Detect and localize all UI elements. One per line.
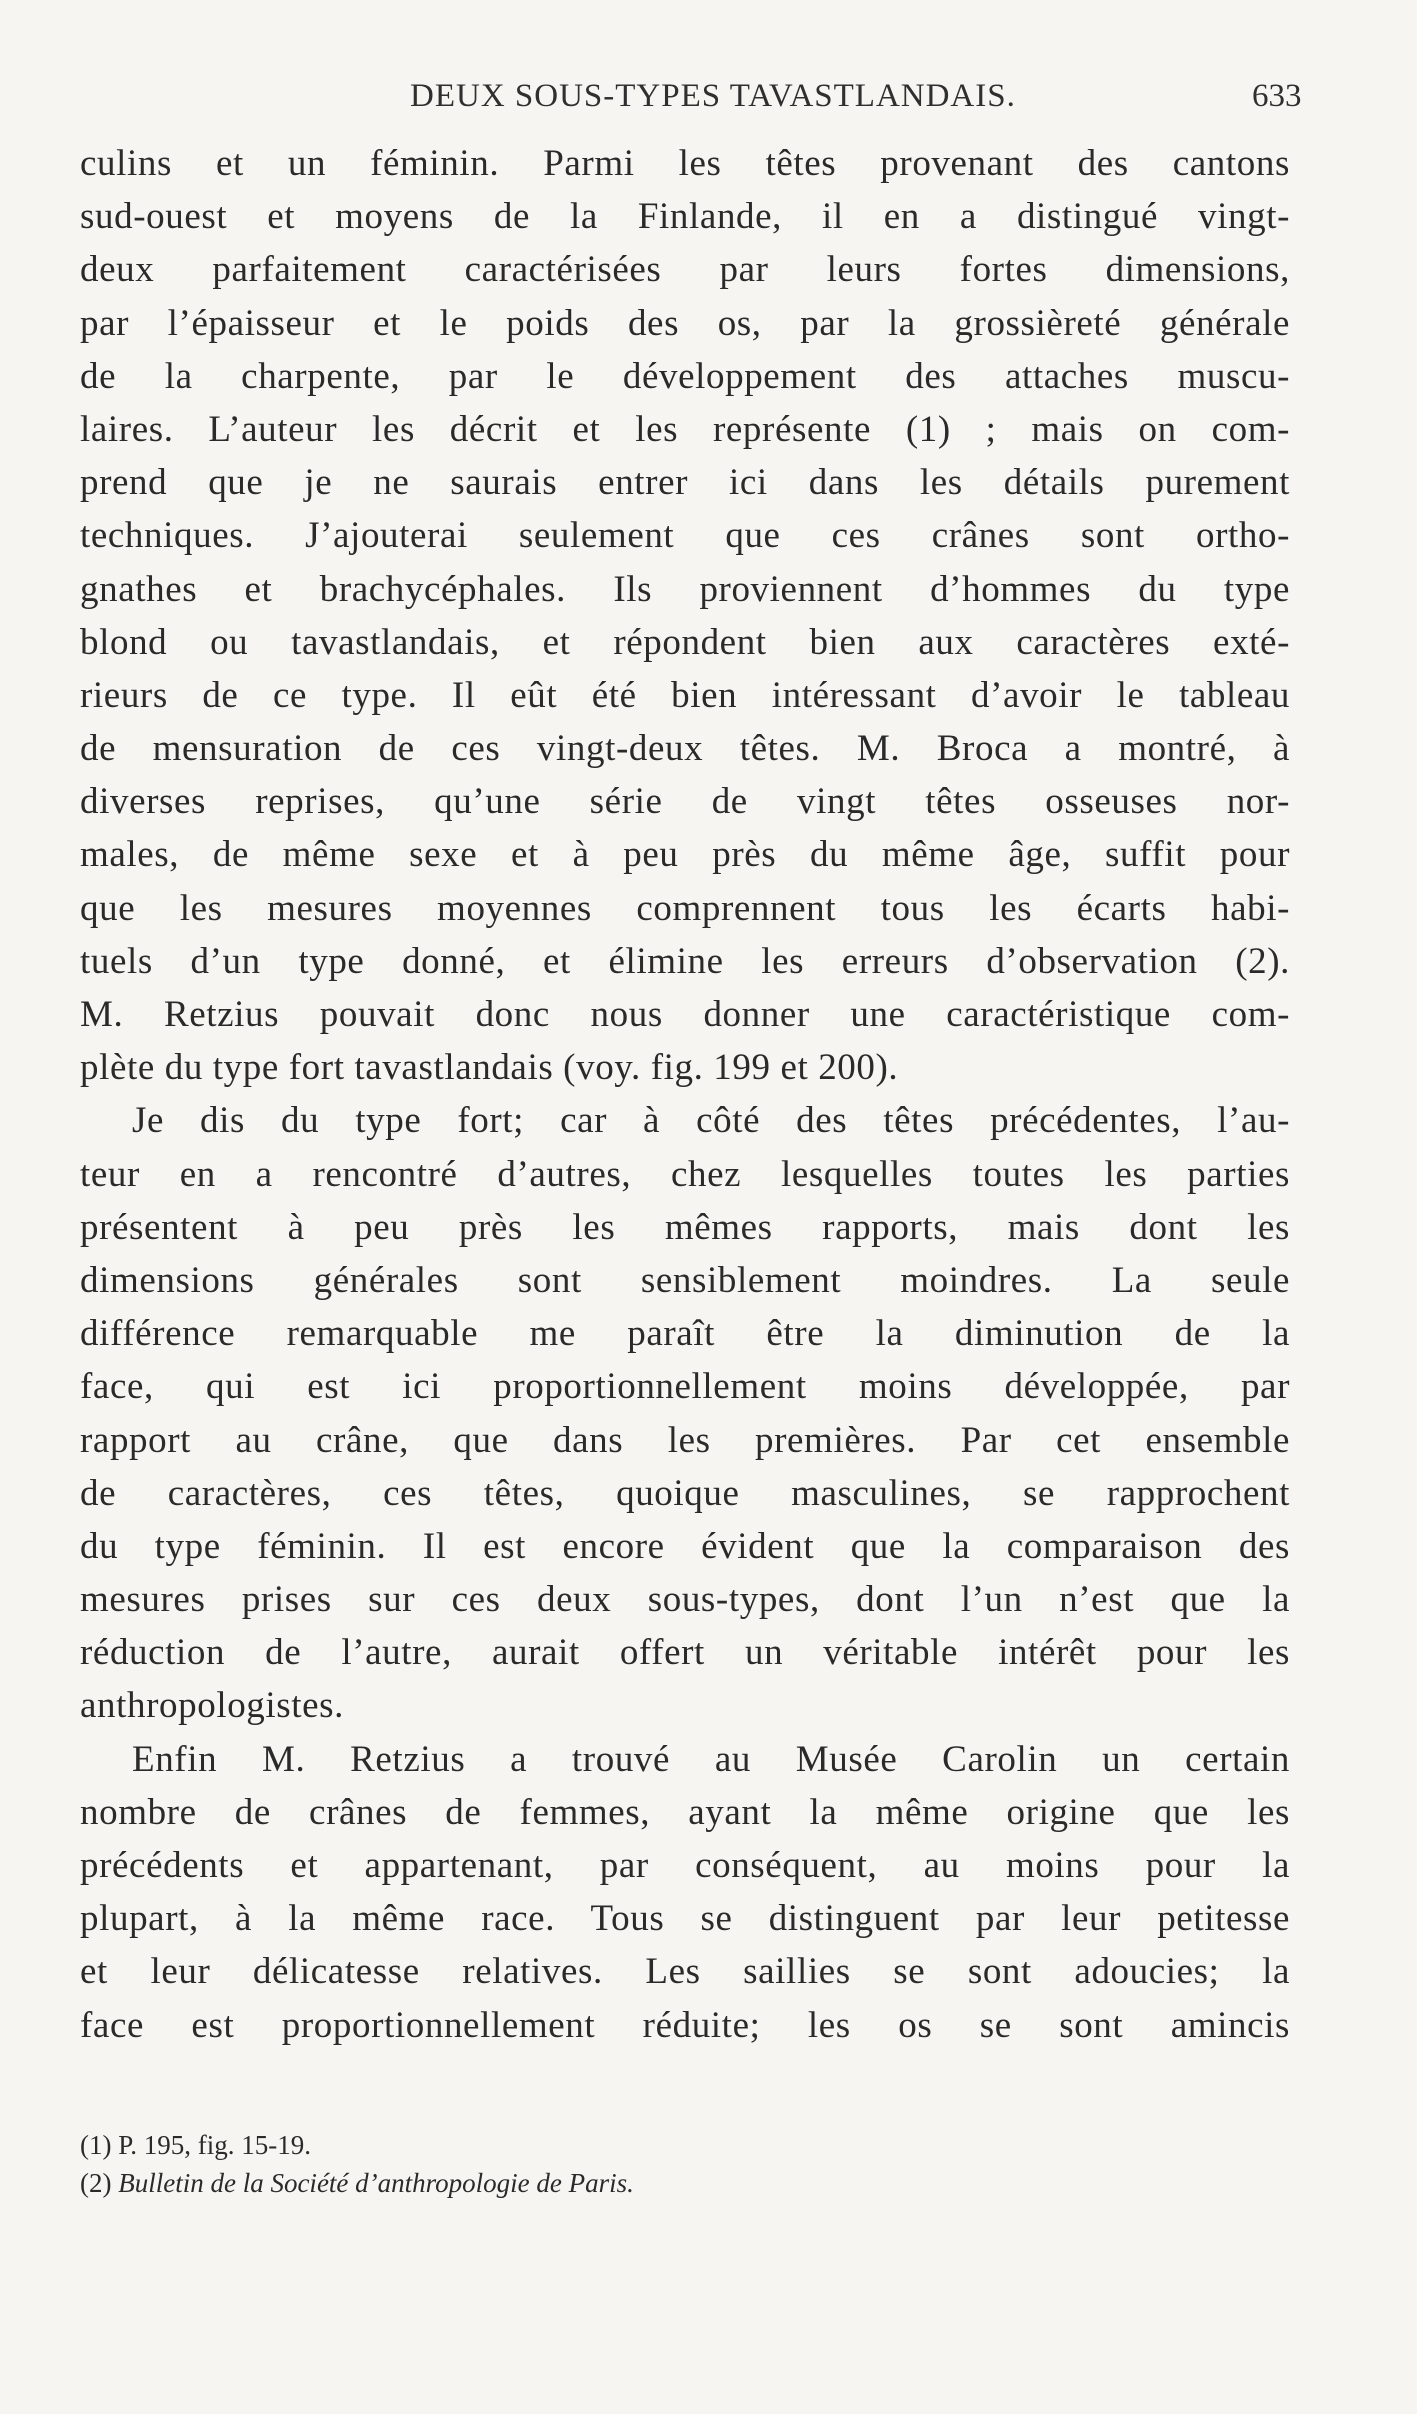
text-line: plupart, à la même race. Tous se distinguent par leur petitesse xyxy=(80,1898,1290,1940)
text-line: que les mesures moyennes comprennent tous les écarts habi- xyxy=(80,887,1290,929)
text-line: mesures prises sur ces deux sous-types, dont l’un n’est que la xyxy=(80,1579,1290,1621)
text-line: deux parfaitement caractérisées par leurs fortes dimensions, xyxy=(80,249,1290,291)
text-line: précédents et appartenant, par conséquent, au moins pour la xyxy=(80,1845,1290,1886)
text-line: de caractères, ces têtes, quoique masculines, se rapprochent xyxy=(80,1472,1290,1514)
text-line: rapport au crâne, que dans les premières. Par cet ensemble xyxy=(80,1419,1290,1461)
text-line: techniques. J’ajouterai seulement que ces crânes sont ortho- xyxy=(80,515,1290,557)
text-line: Je dis du type fort; car à côté des têtes précédentes, l’au- xyxy=(132,1100,1290,1142)
text-line: présentent à peu près les mêmes rapports, mais dont les xyxy=(80,1206,1290,1248)
footnote xyxy=(80,2164,980,2202)
text-line: face est proportionnellement réduite; les os se sont amincis xyxy=(80,2004,1290,2046)
text-line: males, de même sexe et à peu près du même âge, suffit pour xyxy=(80,834,1290,876)
text-line: plète du type fort tavastlandais (voy. fig. 199 et 200). xyxy=(80,1047,899,1089)
footnote-marker: (1) xyxy=(80,2130,112,2160)
text-line: de mensuration de ces vingt-deux têtes. M. Broca a montré, à xyxy=(80,728,1290,770)
text-line: rieurs de ce type. Il eût été bien intéressant d’avoir le tableau xyxy=(80,674,1290,716)
text-line: tuels d’un type donné, et élimine les erreurs d’observation (2). xyxy=(80,940,1290,982)
running-head-title: DEUX SOUS-TYPES TAVASTLANDAIS. xyxy=(410,78,1016,114)
text-line: sud-ouest et moyens de la Finlande, il en a distingué vingt- xyxy=(80,196,1290,238)
footnote-marker: (2) xyxy=(80,2168,112,2198)
footnotes xyxy=(80,2126,980,2202)
text-line: laires. L’auteur les décrit et les représente (1) ; mais on com- xyxy=(80,408,1290,450)
footnote-text: Bulletin de la Société d’anthropologie de Paris. xyxy=(118,2168,634,2198)
body-text xyxy=(80,137,1290,2052)
page-number: 633 xyxy=(1252,78,1302,114)
text-line: du type féminin. Il est encore évident que la comparaison des xyxy=(80,1525,1290,1567)
text-line: prend que je ne saurais entrer ici dans les détails purement xyxy=(80,462,1290,504)
text-line: et leur délicatesse relatives. Les saillies se sont adoucies; la xyxy=(80,1951,1290,1993)
text-line: différence remarquable me paraît être la diminution de la xyxy=(80,1313,1290,1355)
text-line: culins et un féminin. Parmi les têtes provenant des cantons xyxy=(80,143,1290,184)
text-line: teur en a rencontré d’autres, chez lesquelles toutes les parties xyxy=(80,1153,1290,1195)
text-line: anthropologistes. xyxy=(80,1685,345,1727)
text-line: M. Retzius pouvait donc nous donner une caractéristique com- xyxy=(80,994,1290,1035)
text-line: blond ou tavastlandais, et répondent bien aux caractères exté- xyxy=(80,621,1290,663)
text-line: de la charpente, par le développement des attaches muscu- xyxy=(80,355,1290,397)
text-line: réduction de l’autre, aurait offert un véritable intérêt pour les xyxy=(80,1632,1290,1674)
text-line: diverses reprises, qu’une série de vingt têtes osseuses nor- xyxy=(80,781,1290,823)
footnote-text: P. 195, fig. 15-19. xyxy=(118,2130,311,2160)
text-line: Enfin M. Retzius a trouvé au Musée Carolin un certain xyxy=(132,1738,1290,1780)
text-line: face, qui est ici proportionnellement moins développée, par xyxy=(80,1366,1290,1408)
text-line: dimensions générales sont sensiblement moindres. La seule xyxy=(80,1259,1290,1301)
text-line: par l’épaisseur et le poids des os, par la grossièreté générale xyxy=(80,302,1290,344)
text-line: gnathes et brachycéphales. Ils proviennent d’hommes du type xyxy=(80,568,1290,610)
text-line: nombre de crânes de femmes, ayant la même origine que les xyxy=(80,1791,1290,1833)
footnote xyxy=(80,2126,980,2164)
